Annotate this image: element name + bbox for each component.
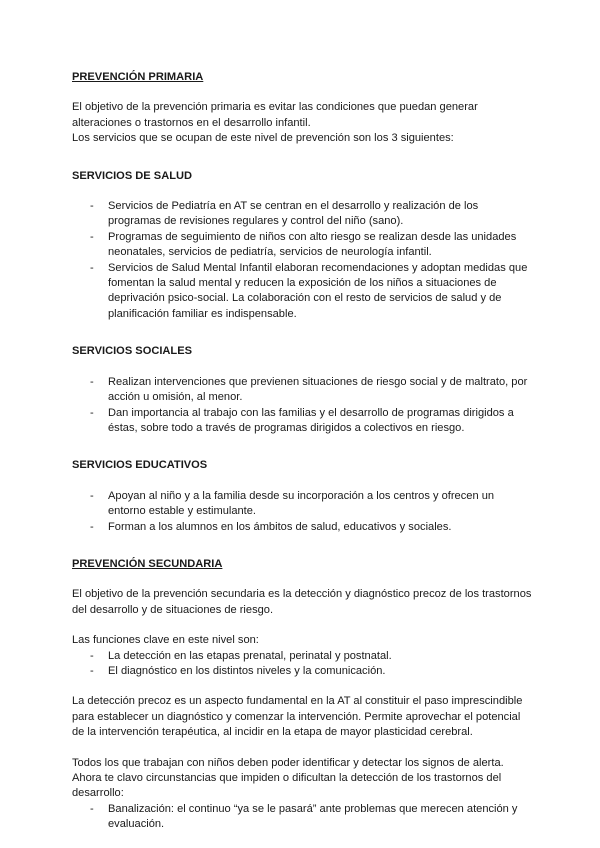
list-item-text: Banalización: el continuo “ya se le pasará” ante problemas que merecen atención y evaluación.: [108, 802, 518, 831]
paragraph-deteccion-precoz: La detección precoz es un aspecto fundamental en la AT al constituir el paso imprescindible para establecer un diagnóstico y comenzar la intervención. Permite aprovechar el potencial de la intervención terapéutica, al incidir en la etapa de mayor plasticidad cerebral.: [72, 695, 523, 739]
list-item: [72, 230, 532, 261]
list-item-text: Servicios de Pediatría en AT se centran en el desarrollo y realización de los programas de revisiones regulares y control del niño (sano).: [108, 200, 479, 228]
dash-bullet: -: [90, 261, 94, 274]
dash-bullet: -: [90, 406, 94, 419]
list-item-text: Realizan intervenciones que previenen situaciones de riesgo social y de maltrato, por acción u omisión, al menor.: [108, 375, 528, 404]
list-item: [72, 489, 532, 520]
list-circunstancias: [72, 802, 532, 833]
heading-prevencion-secundaria: PREVENCIÓN SECUNDARIA: [72, 557, 223, 570]
list-item: [72, 649, 532, 664]
list-item: [72, 199, 532, 230]
dash-bullet: -: [90, 200, 94, 213]
heading-servicios-sociales: SERVICIOS SOCIALES: [72, 345, 193, 358]
list-item-text: Servicios de Salud Mental Infantil elaboran recomendaciones y adoptan medidas que fomentan la salud mental y reducen la exposición de los niños a situaciones de deprivación psico-social. La colaboración con el resto de servicios de salud y de planificación familiar es indispensable.: [108, 261, 528, 320]
list-servicios-salud: [72, 199, 532, 322]
heading-prevencion-primaria: PREVENCIÓN PRIMARIA: [72, 71, 204, 83]
list-item: [72, 375, 532, 406]
paragraph-primaria-objetivo: El objetivo de la prevención primaria es evitar las condiciones que puedan generar alteraciones o trastornos en el desarrollo infantil.: [72, 101, 478, 129]
document-page: [72, 70, 532, 833]
list-servicios-sociales: [72, 375, 532, 437]
dash-bullet: -: [90, 802, 94, 815]
dash-bullet: -: [90, 230, 94, 243]
list-item-text: Forman a los alumnos en los ámbitos de salud, educativos y sociales.: [108, 520, 452, 533]
list-item: [72, 520, 532, 535]
paragraph-primaria-servicios: Los servicios que se ocupan de este nivel de prevención son los 3 siguientes:: [72, 132, 454, 145]
dash-bullet: -: [90, 520, 94, 533]
list-servicios-educativos: [72, 489, 532, 535]
paragraph-funciones: Las funciones clave en este nivel son:: [72, 634, 259, 647]
list-funciones: [72, 649, 532, 680]
dash-bullet: -: [90, 489, 94, 502]
list-item-text: Apoyan al niño y a la familia desde su incorporación a los centros y ofrecen un entorno estable y estimulante.: [108, 489, 495, 518]
list-item: [72, 802, 532, 833]
list-item: [72, 406, 532, 437]
dash-bullet: -: [90, 375, 94, 388]
list-item: [72, 261, 532, 323]
list-item-text: El diagnóstico en los distintos niveles y la comunicación.: [108, 664, 386, 677]
list-item-text: La detección en las etapas prenatal, perinatal y postnatal.: [108, 649, 392, 662]
paragraph-secundaria-objetivo: El objetivo de la prevención secundaria es la detección y diagnóstico precoz de los trastornos del desarrollo y de situaciones de riesgo.: [72, 588, 532, 616]
list-item-text: Dan importancia al trabajo con las familias y el desarrollo de programas dirigidos a éstas, sobre todo a través de programas dirigidos a colectivos en riesgo.: [108, 406, 514, 434]
heading-servicios-salud: SERVICIOS DE SALUD: [72, 169, 192, 182]
heading-servicios-educativos: SERVICIOS EDUCATIVOS: [72, 459, 208, 472]
dash-bullet: -: [90, 664, 94, 677]
dash-bullet: -: [90, 649, 94, 662]
list-item: [72, 664, 532, 679]
list-item-text: Programas de seguimiento de niños con alto riesgo se realizan desde las unidades neonatales, servicios de pediatría, servicios de neurología infantil.: [108, 230, 517, 259]
paragraph-signos-alerta: Todos los que trabajan con niños deben poder identificar y detectar los signos de alerta. Ahora te clavo circunstancias que impiden o dificultan la detección de los trastornos del desarrollo:: [72, 756, 504, 800]
